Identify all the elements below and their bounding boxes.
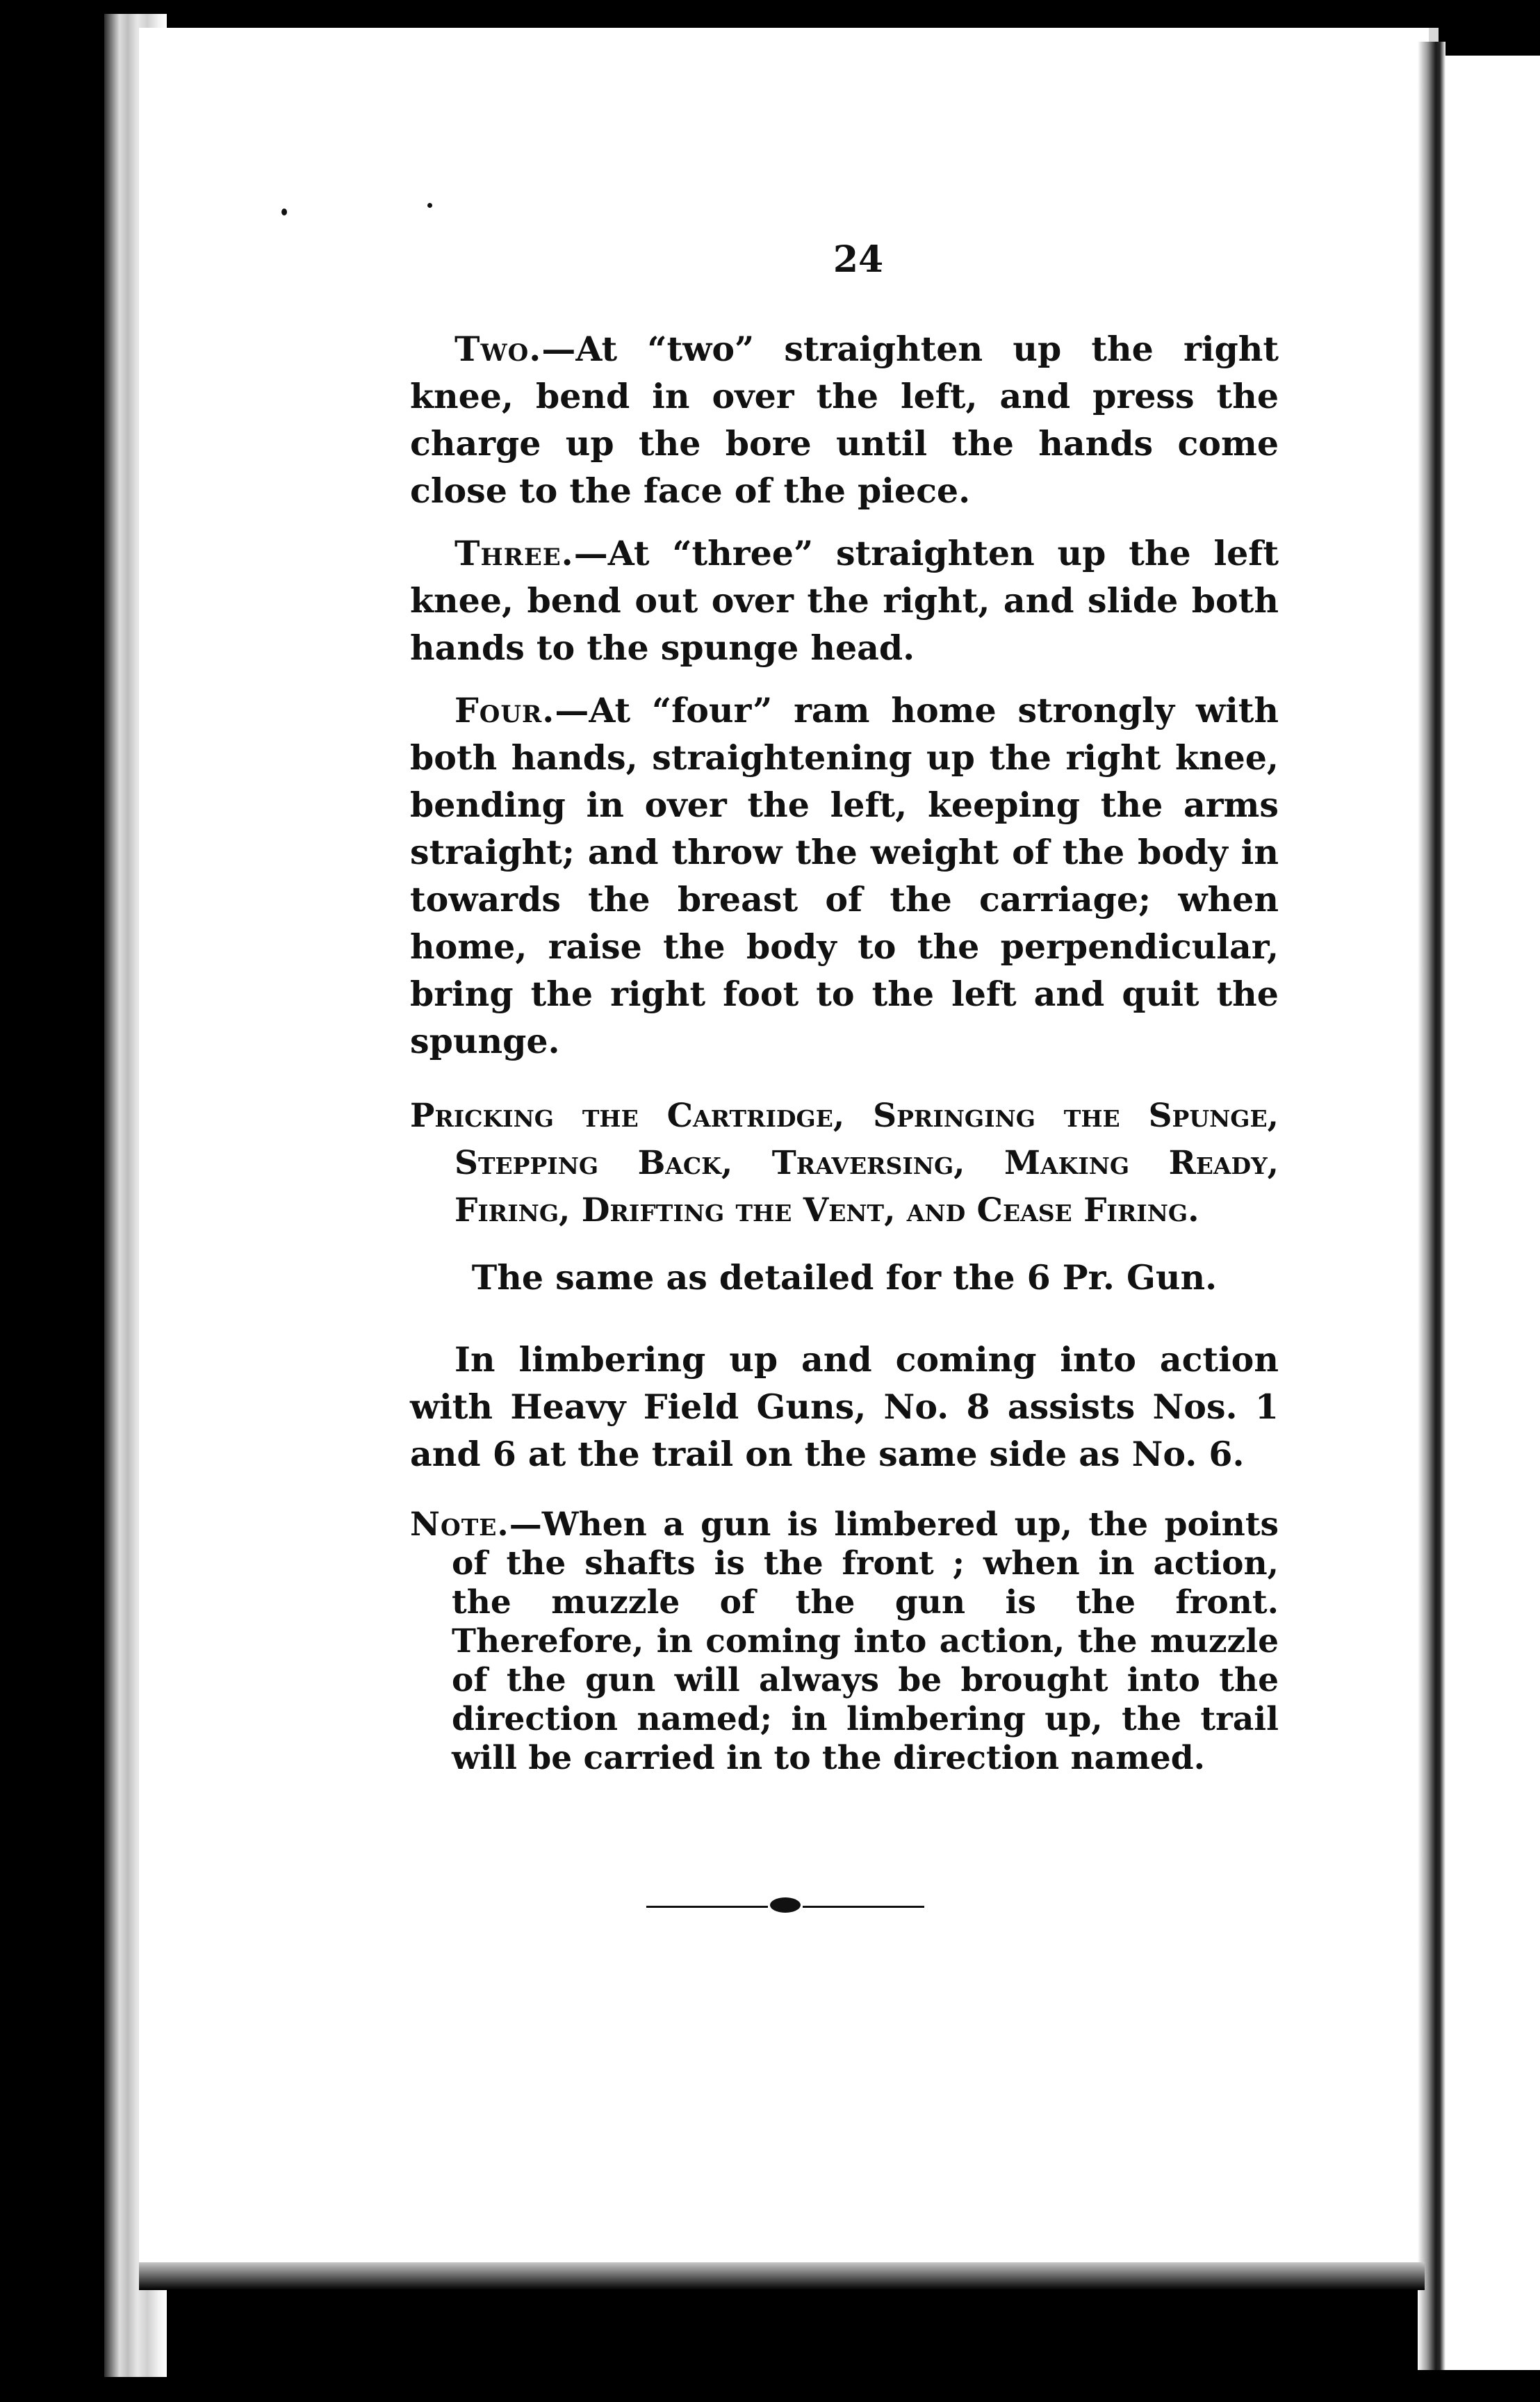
paragraph-text: —At “four” ram home strongly with both hands, straightening up the right knee, bending in over the left, keeping the arms straight; and throw the weight of the body in towards the breast of the carriage; when home, raise the body to the perpendicular, bring the right foot to the left and quit the spunge.	[410, 690, 1279, 1061]
ornamental-rule	[646, 1904, 924, 1910]
page-bottom-shadow	[139, 2262, 1425, 2290]
paragraph-lead: Two.	[454, 329, 542, 369]
note-text: —When a gun is limbered up, the points of the shafts is the front ; when in action, the muzzle of the gun is the front. Therefore, in coming into action, the muzzle of the gun will always be brought into the direction named; in limbering up, the trail will be carried in to the direction named.	[452, 1505, 1279, 1777]
paragraph-text: —At “three” straighten up the left knee, bend out over the right, and slide both hands to the spunge head.	[410, 533, 1279, 668]
note-lead: Note.	[410, 1505, 509, 1544]
rule-line-right	[803, 1906, 924, 1908]
paragraph-lead: Three.	[454, 533, 574, 573]
paragraph-four	[410, 687, 1279, 1065]
ink-speck	[427, 203, 432, 208]
paragraph-three	[410, 530, 1279, 671]
page-gutter	[1418, 42, 1445, 2370]
note-paragraph	[410, 1505, 1279, 1778]
page-content	[410, 236, 1279, 1793]
paragraph-two	[410, 325, 1279, 514]
section-heading: Pricking the Cartridge, Springing the Spunge, Stepping Back, Traversing, Making Ready, Firing, Drifting the Vent, and Cease Firing.	[410, 1097, 1279, 1229]
paragraph-text: —At “two” straighten up the right knee, bend in over the left, and press the charge up the bore until the hands come close to the face of the piece.	[410, 329, 1279, 511]
paragraph-limbering: In limbering up and coming into action with Heavy Field Guns, No. 8 assists Nos. 1 and 6 at the trail on the same side as No. 6.	[410, 1339, 1279, 1474]
same-as-line: The same as detailed for the 6 Pr. Gun.	[471, 1257, 1218, 1298]
paragraph-lead: Four.	[454, 690, 555, 730]
next-page-edge	[1445, 56, 1540, 2370]
rule-ornament	[770, 1897, 801, 1913]
ink-speck	[281, 209, 287, 215]
rule-line-left	[646, 1906, 768, 1908]
page-number: 24	[833, 238, 884, 281]
